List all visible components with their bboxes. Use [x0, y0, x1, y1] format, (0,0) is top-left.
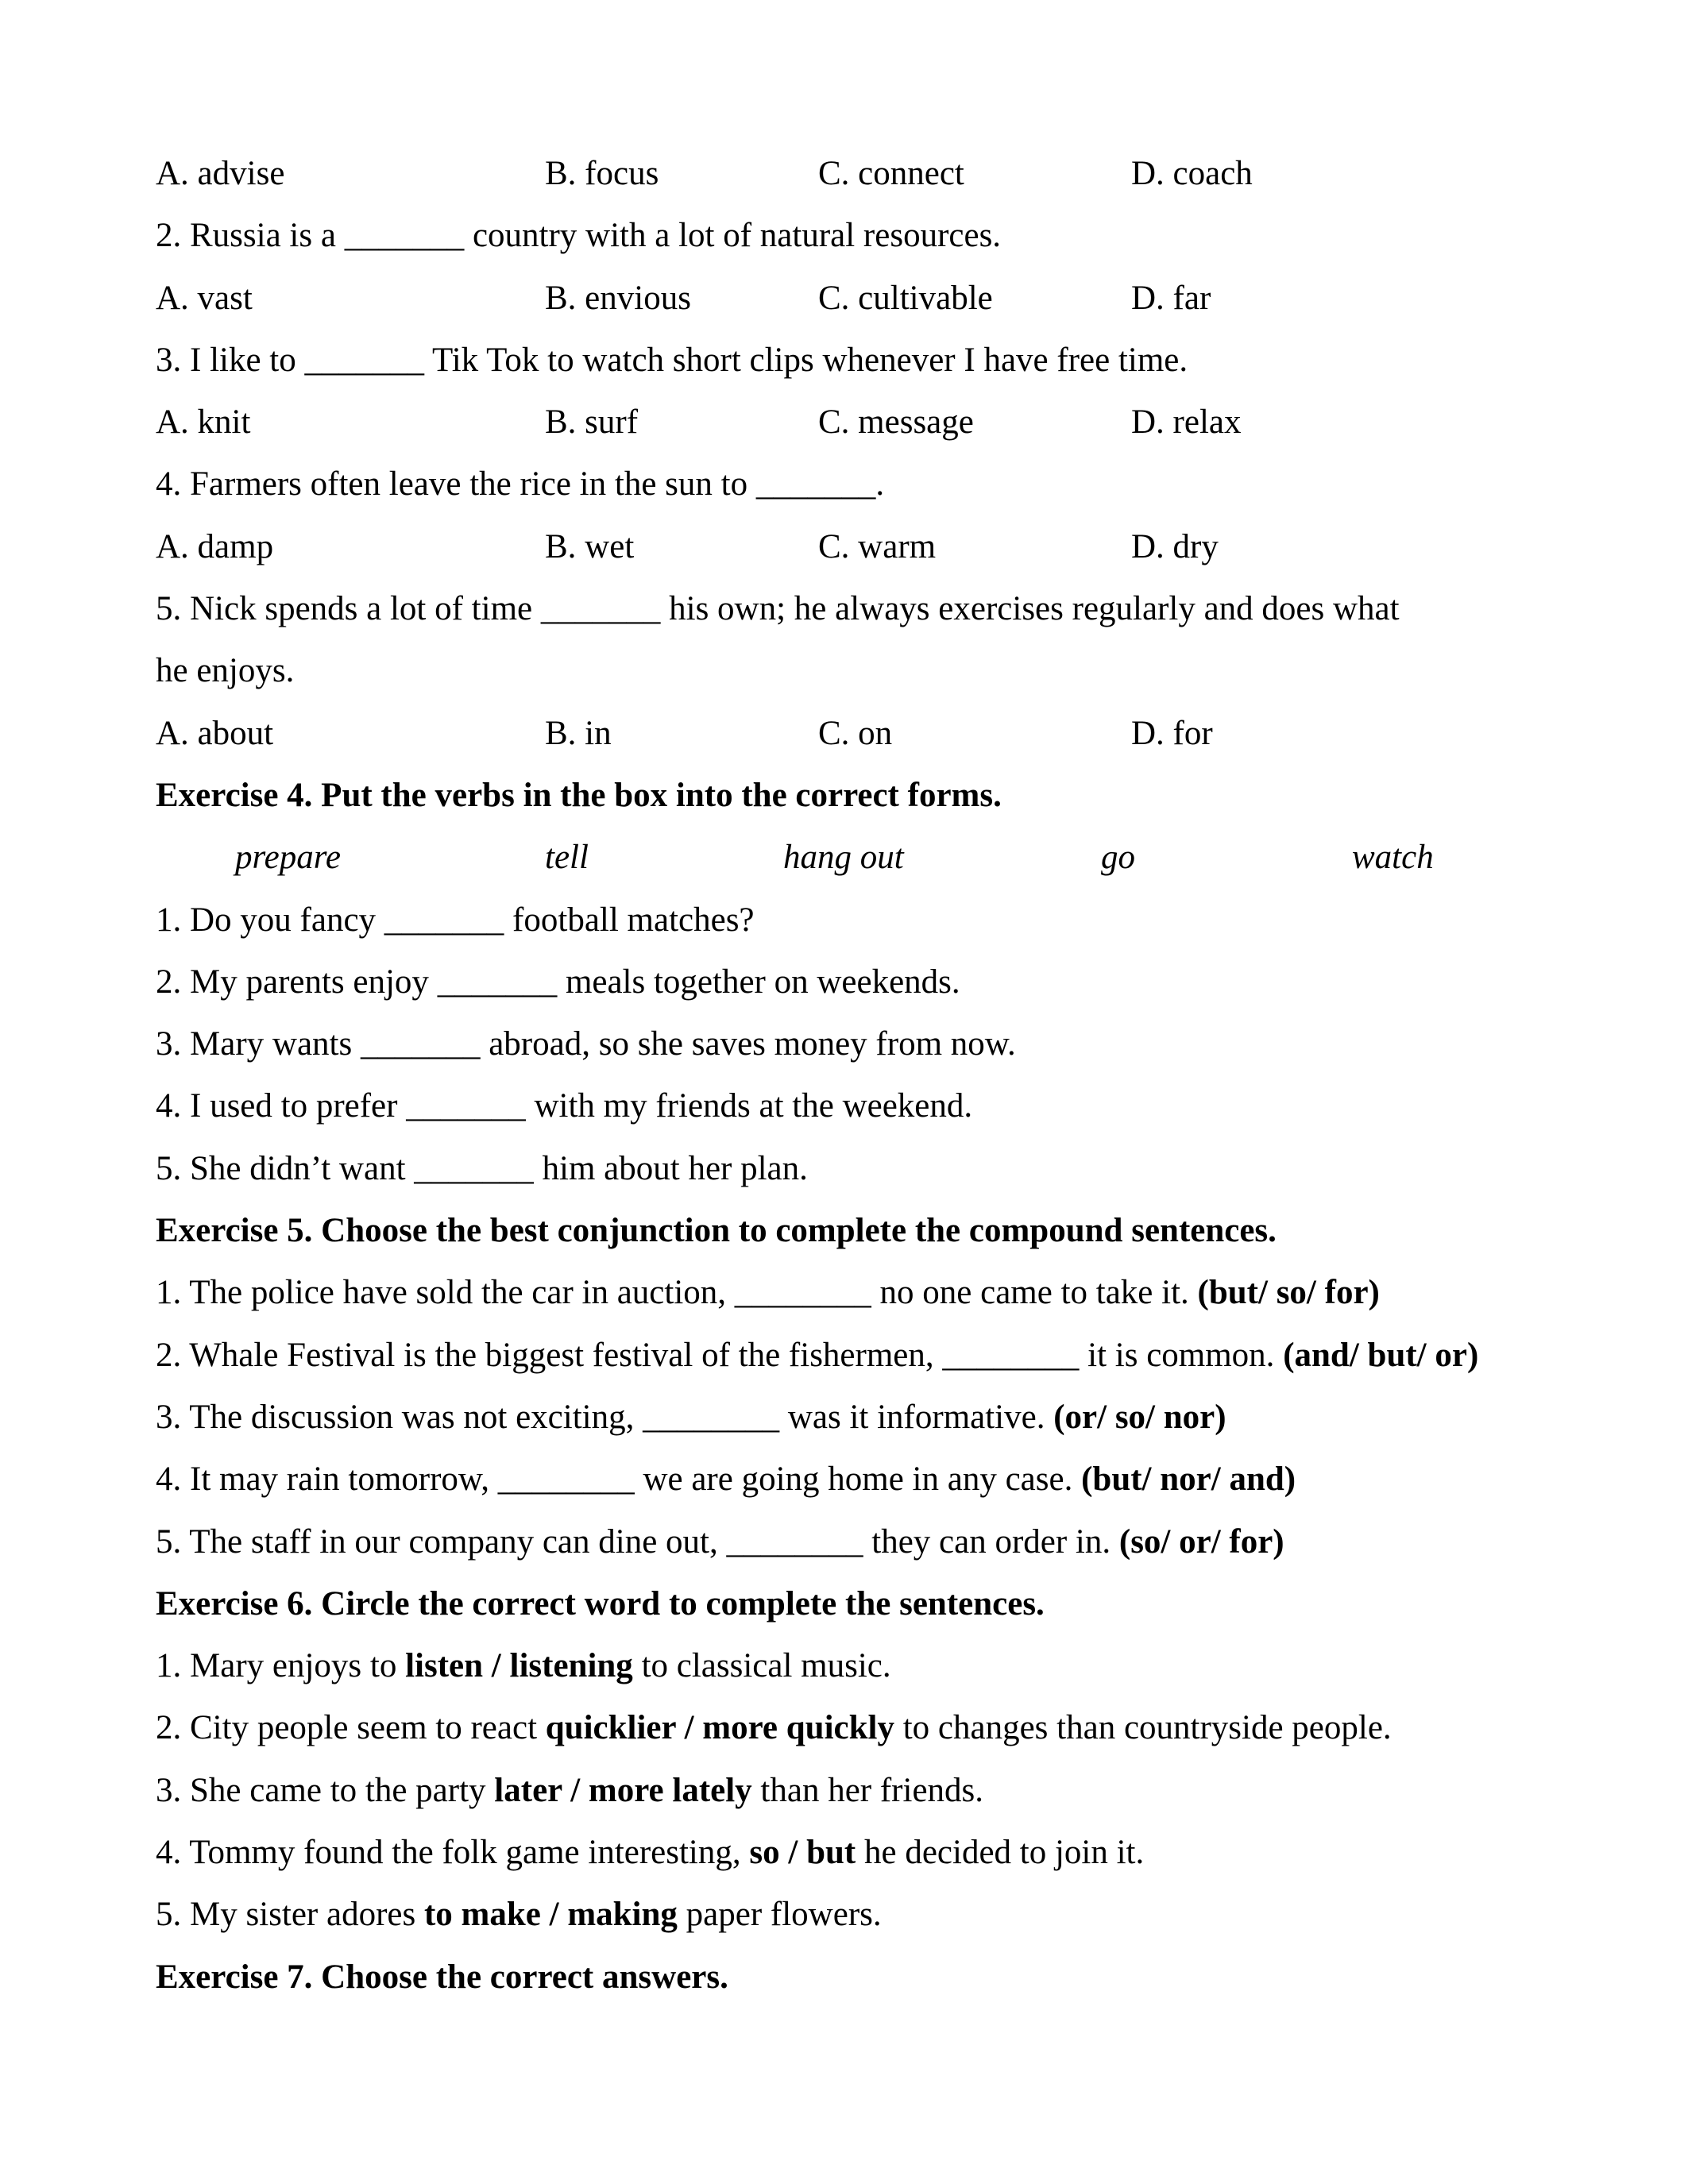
option-a: A. about [156, 714, 274, 752]
ex6-item-4: 4. Tommy found the folk game interesting, so / but he decided to join it. [156, 1834, 1145, 1872]
answer-blank: ________ [734, 1274, 871, 1312]
options-row-q5 [156, 703, 1570, 765]
options-row-q2 [156, 268, 1570, 330]
options-row-q4 [156, 516, 1570, 578]
answer-blank: _______ [384, 901, 504, 939]
option-c: C. on [818, 714, 893, 752]
option-d: D. dry [1131, 527, 1219, 565]
word-choice: quicklier / more quickly [545, 1709, 894, 1747]
ex4-item-1: 1. Do you fancy _______ football matches? [156, 901, 755, 939]
word-choice: later / more lately [494, 1771, 752, 1809]
answer-blank: _______ [755, 465, 876, 504]
option-c: C. connect [818, 155, 964, 192]
option-a: A. knit [156, 403, 251, 442]
worksheet-page [156, 143, 1570, 2008]
verb-word: tell [545, 839, 589, 877]
verb-word: go [1101, 839, 1135, 877]
verb-word: watch [1352, 839, 1434, 877]
ex5-item-3: 3. The discussion was not exciting, ________ was it informative. (or/ so/ nor) [156, 1398, 1226, 1436]
option-b: B. focus [545, 155, 659, 192]
question-3: 3. I like to _______ Tik Tok to watch short clips whenever I have free time. [156, 341, 1188, 379]
ex6-item-1: 1. Mary enjoys to listen / listening to classical music. [156, 1647, 891, 1685]
exercise-4-heading: Exercise 4. Put the verbs in the box into the correct forms. [156, 776, 1002, 814]
answer-blank: _______ [304, 341, 424, 379]
option-a: A. advise [156, 155, 285, 192]
options-row-q3 [156, 392, 1570, 453]
exercise-7-heading: Exercise 7. Choose the correct answers. [156, 1958, 728, 1996]
option-d: D. coach [1131, 155, 1253, 192]
option-a: A. damp [156, 527, 274, 565]
answer-blank: ________ [726, 1522, 863, 1561]
answer-blank: _______ [344, 217, 465, 255]
option-d: D. relax [1131, 403, 1242, 442]
answer-blank: ________ [643, 1398, 780, 1436]
ex5-item-4: 4. It may rain tomorrow, ________ we are going home in any case. (but/ nor/ and) [156, 1461, 1296, 1499]
option-a: A. vast [156, 279, 253, 317]
word-choice: listen / listening [405, 1647, 633, 1685]
conjunction-choices: (or/ so/ nor) [1053, 1398, 1226, 1436]
answer-blank: _______ [414, 1149, 534, 1187]
ex5-item-2: 2. Whale Festival is the biggest festival of the fishermen, ________ it is common. (and/ but/ or) [156, 1336, 1479, 1374]
options-row-q1 [156, 143, 1570, 205]
option-d: D. far [1131, 279, 1211, 317]
exercise-5-heading: Exercise 5. Choose the best conjunction to complete the compound sentences. [156, 1212, 1277, 1250]
option-c: C. warm [818, 527, 937, 565]
answer-blank: _______ [406, 1087, 526, 1125]
question-5-continued: he enjoys. [156, 652, 295, 690]
question-5: 5. Nick spends a lot of time _______ his own; he always exercises regularly and does what [156, 590, 1400, 628]
word-choice: to make / making [423, 1896, 678, 1934]
option-c: C. message [818, 403, 974, 442]
ex6-item-5: 5. My sister adores to make / making paper flowers. [156, 1896, 882, 1934]
verb-word: hang out [783, 839, 904, 877]
answer-blank: ________ [942, 1336, 1080, 1374]
conjunction-choices: (but/ so/ for) [1197, 1274, 1380, 1312]
ex4-item-4: 4. I used to prefer _______ with my friends at the weekend. [156, 1087, 973, 1125]
option-c: C. cultivable [818, 279, 993, 317]
option-b: B. envious [545, 279, 691, 317]
answer-blank: ________ [497, 1461, 635, 1499]
option-d: D. for [1131, 714, 1213, 752]
ex4-item-2: 2. My parents enjoy _______ meals together on weekends. [156, 963, 960, 1001]
ex6-item-3: 3. She came to the party later / more lately than her friends. [156, 1771, 984, 1809]
answer-blank: _______ [437, 963, 558, 1001]
verb-word: prepare [235, 839, 341, 877]
verb-box [156, 827, 1570, 889]
ex6-item-2: 2. City people seem to react quicklier / more quickly to changes than countryside people. [156, 1709, 1392, 1747]
ex4-item-3: 3. Mary wants _______ abroad, so she saves money from now. [156, 1025, 1016, 1063]
option-b: B. wet [545, 527, 635, 565]
answer-blank: _______ [360, 1025, 481, 1063]
ex5-item-5: 5. The staff in our company can dine out, ________ they can order in. (so/ or/ for) [156, 1522, 1284, 1561]
question-2: 2. Russia is a _______ country with a lot of natural resources. [156, 217, 1002, 255]
option-b: B. surf [545, 403, 639, 442]
answer-blank: _______ [540, 590, 661, 628]
word-choice: so / but [749, 1834, 856, 1872]
ex5-item-1: 1. The police have sold the car in auction, ________ no one came to take it. (but/ so/ for) [156, 1274, 1380, 1312]
conjunction-choices: (and/ but/ or) [1283, 1336, 1479, 1374]
question-4: 4. Farmers often leave the rice in the sun to _______. [156, 465, 885, 504]
conjunction-choices: (so/ or/ for) [1118, 1522, 1284, 1561]
option-b: B. in [545, 714, 612, 752]
ex4-item-5: 5. She didn’t want _______ him about her plan. [156, 1149, 808, 1187]
conjunction-choices: (but/ nor/ and) [1081, 1461, 1296, 1499]
exercise-6-heading: Exercise 6. Circle the correct word to complete the sentences. [156, 1584, 1045, 1623]
